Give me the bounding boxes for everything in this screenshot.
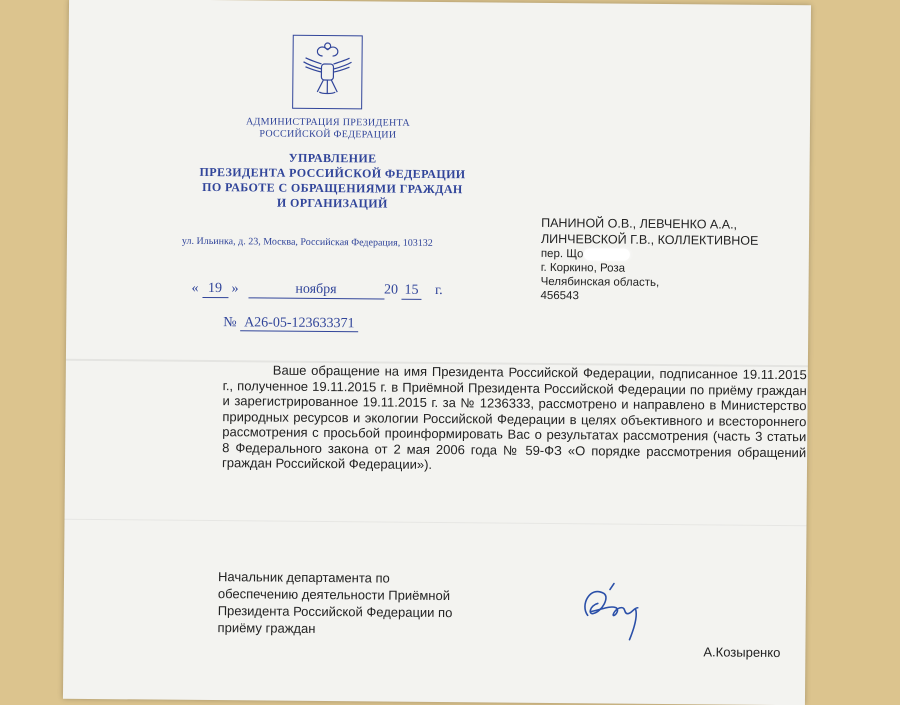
document-number	[223, 315, 358, 332]
administration-header	[244, 116, 412, 141]
redaction-smudge	[583, 248, 629, 260]
handwritten-signature	[573, 575, 654, 648]
double-headed-eagle-icon	[292, 35, 363, 110]
date-month: ноября	[248, 281, 384, 299]
number-value: А26-05-123633371	[240, 315, 359, 332]
dept-line-3: ПО РАБОТЕ С ОБРАЩЕНИЯМИ ГРАЖДАН	[202, 179, 463, 197]
signatory-title-line-4: приёму граждан	[217, 620, 316, 636]
recipient-region: Челябинская область,	[540, 275, 660, 289]
date-day: 19	[202, 281, 228, 298]
dept-line-2: ПРЕЗИДЕНТА РОССИЙСКОЙ ФЕДЕРАЦИИ	[199, 164, 466, 182]
recipient-block	[540, 215, 758, 305]
signer-name: А.Козыренко	[703, 644, 781, 661]
date-close-quote: »	[231, 281, 239, 297]
signatory-title	[218, 568, 453, 638]
admin-line-2: РОССИЙСКОЙ ФЕДЕРАЦИИ	[259, 128, 397, 141]
dept-line-4: И ОРГАНИЗАЦИЙ	[276, 195, 388, 211]
department-header	[187, 150, 478, 213]
paper-fold-lower	[65, 519, 807, 526]
dept-line-1: УПРАВЛЕНИЕ	[288, 150, 377, 166]
letter-body	[222, 362, 807, 476]
recipient-line-2: ЛИНЧЕВСКОЙ Г.В., КОЛЛЕКТИВНОЕ	[540, 231, 759, 248]
date-year-unit: г.	[434, 282, 443, 299]
recipient-street-text: пер. Що	[540, 247, 584, 261]
date-year-suffix: 15	[401, 283, 421, 300]
number-sign: №	[223, 315, 237, 331]
recipient-line-1: ПАНИНОЙ О.В., ЛЕВЧЕНКО А.А.,	[541, 215, 738, 232]
date-year-prefix: 20	[383, 282, 399, 298]
signatory-title-line-1: Начальник департамента по	[217, 569, 390, 586]
letter-paper	[63, 0, 811, 705]
admin-line-1: АДМИНИСТРАЦИЯ ПРЕЗИДЕНТА	[245, 116, 411, 129]
date-open-quote: «	[191, 280, 199, 296]
letter-date	[191, 281, 442, 300]
sender-address: ул. Ильинка, д. 23, Москва, Российская Федерация, 103132	[181, 235, 433, 249]
recipient-city: г. Коркино, Роза	[540, 261, 626, 275]
recipient-postcode: 456543	[540, 289, 579, 303]
body-paragraph: Ваше обращение на имя Президента Российской Федерации, подписанное 19.11.2015 г., полученное 19.11.2015 г. в Приёмной Президента Российской Федерации по приёму граждан и зарегистрированное 19.11.2015 г. за № 1236333, рассмотрено и направлено в Министерство природных ресурсов и экологии Российской Федерации в целях объективного и всестороннего рассмотрения с просьбой проинформировать Вас о результатах рассмотрения (часть 3 статьи 8 Федерального закона от 2 мая 2006 года № 59-ФЗ «О порядке рассмотрения обращений граждан Российской Федерации»).	[221, 362, 807, 472]
signatory-title-line-3: Президента Российской Федерации по	[217, 603, 453, 621]
signatory-title-line-2: обеспечению деятельности Приёмной	[217, 586, 451, 604]
